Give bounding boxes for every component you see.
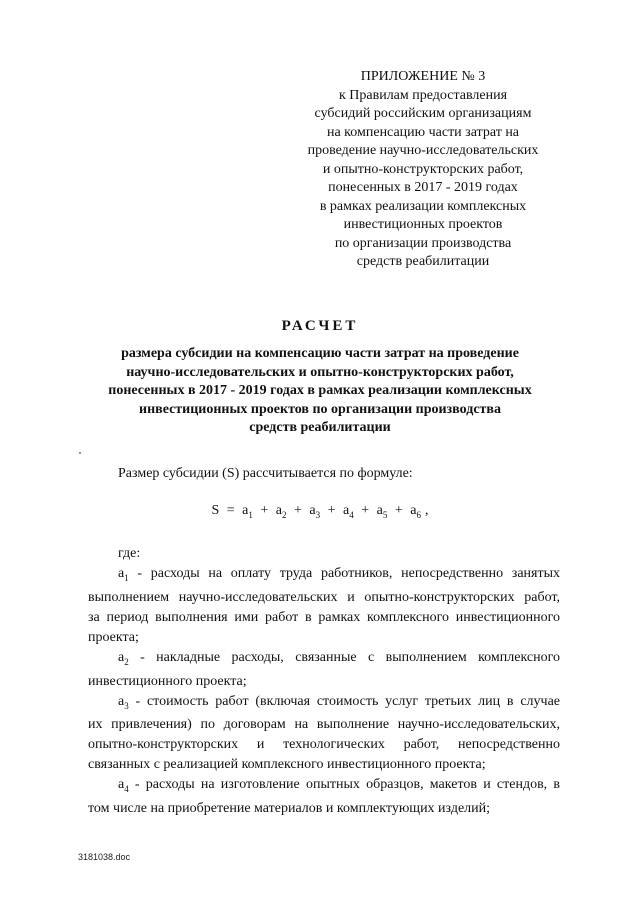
variable-name: $a_2$ [118,649,129,667]
formula-plus: + [327,503,336,518]
definition-item [88,564,560,648]
subsidy-formula [0,503,640,520]
formula-term: $a_5$ [376,503,388,520]
formula-term: $a_2$ [275,503,287,520]
formula-tail: , [425,503,429,518]
definition-line: опытно-конструкторских и технологических работ, непосредственно [88,737,560,753]
definition-line: том числе на приобретение материалов и комплектующих изделий; [88,801,491,817]
document-title: РАСЧЕТ [281,318,359,334]
formula-term: $a_1$ [242,503,253,520]
formula-eq: = [226,503,235,518]
where-label: где: [118,546,141,561]
file-name-footer: 3181038.doc [78,852,131,862]
appendix-heading [300,68,546,272]
appendix-line: понесенных в 2017 - 2019 годах [328,180,518,195]
document-subtitle [90,345,550,438]
appendix-line: инвестиционных проектов [343,217,503,232]
definition-line: инвестиционного проекта; [88,673,247,689]
variable-name: $a_4$ [118,777,129,795]
subtitle-line: размера субсидии на компенсацию части затрат на проведение [121,346,519,361]
definition-line: связанных с реализацией комплексного инвестиционного проекта; [88,757,486,773]
formula-plus: + [260,503,269,518]
definition-item [88,775,560,819]
definition-line: проекта; [88,629,139,645]
appendix-line: ПРИЛОЖЕНИЕ № 3 [360,69,486,84]
subtitle-line: средств реабилитации [249,420,391,435]
variable-name: $a_1$ [118,566,129,583]
definitions [88,544,560,819]
intro-text: Размер субсидии (S) рассчитывается по формуле: [118,466,413,481]
appendix-line: проведение научно-исследовательских [307,143,539,158]
definition-item [88,648,560,692]
formula-plus: + [361,503,370,518]
definition-line: $a_2$ - накладные расходы, связанные с выполнением комплексного [118,649,560,667]
appendix-line: на компенсацию части затрат на [326,124,520,140]
scan-speck [79,452,81,454]
appendix-line: и опытно-конструкторских работ, [322,161,524,177]
formula-term: $a_6$ [410,503,422,520]
definition-line: за период выполнения ими работ в рамках комплексного инвестиционного [88,609,560,625]
definition-item [88,692,560,776]
definition-line: выполнением научно-исследовательских и опытно-конструкторских работ, [88,589,560,605]
formula-lhs: S [211,503,220,518]
variable-name: $a_3$ [118,693,129,711]
formula-plus: + [394,503,403,518]
formula-term: $a_3$ [309,503,321,520]
definition-line: $a_1$ - расходы на оплату труда работников, непосредственно занятых [118,566,560,583]
subtitle-line: инвестиционных проектов по организации производства [139,401,501,417]
subtitle-line: понесенных в 2017 - 2019 годах в рамках реализации комплексных [108,383,532,398]
appendix-line: к Правилам предоставления [338,87,508,103]
subtitle-line: научно-исследовательских и опытно-конструкторских работ, [126,364,514,380]
formula-plus: + [294,503,302,518]
appendix-line: субсидий российским организациям [314,106,532,121]
appendix-line: в рамках реализации комплексных [319,198,527,214]
formula-term: $a_4$ [343,503,354,520]
appendix-line: средств реабилитации [356,254,490,269]
definition-line: $a_4$ - расходы на изготовление опытных образцов, макетов и стендов, в [118,777,560,795]
appendix-line: по организации производства [334,235,512,251]
definition-line: $a_3$ - стоимость работ (включая стоимость услуг третьих лиц в случае [118,693,560,711]
definition-line: их привлечения) по договорам на выполнение научно-исследовательских, [88,717,560,733]
